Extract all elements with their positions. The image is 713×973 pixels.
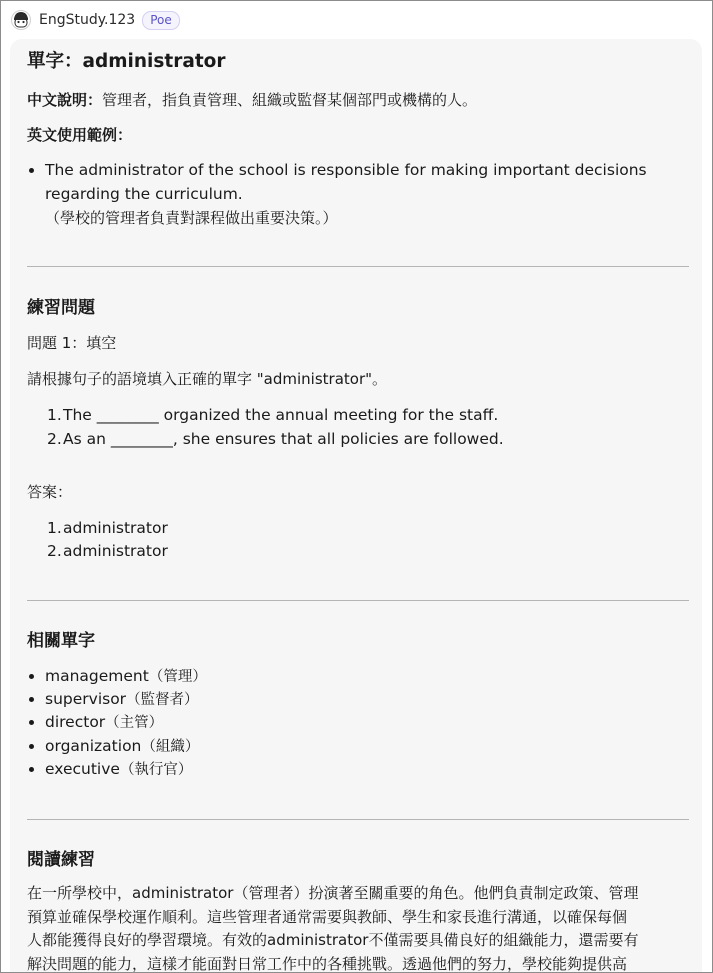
related-item bbox=[45, 757, 192, 782]
answer-text: administrator bbox=[63, 519, 168, 537]
list-number: 1. bbox=[47, 406, 62, 424]
related-item bbox=[45, 710, 163, 735]
question-item bbox=[47, 403, 499, 427]
reading-paragraph bbox=[27, 882, 687, 973]
bot-avatar[interactable] bbox=[11, 10, 31, 30]
example-translation: （學校的管理者負責對課程做出重要決策。） bbox=[45, 209, 338, 227]
reading-line: 解決問題的能力，這樣才能面對日常工作中的各種挑戰。透過他們的努力，學校能夠提供高 bbox=[27, 954, 628, 973]
answer-item bbox=[47, 539, 168, 563]
list-number: 2. bbox=[47, 542, 62, 560]
related-word: executive bbox=[45, 760, 120, 778]
definition-label: 中文說明： bbox=[27, 91, 103, 109]
bullet-dot bbox=[29, 744, 34, 749]
related-meaning: （管理） bbox=[148, 669, 207, 685]
reading-line: 在一所學校中，administrator（管理者）扮演著至關重要的角色。他們負責制定政策、管理 bbox=[27, 884, 639, 902]
reading-heading: 閱讀練習 bbox=[27, 850, 95, 870]
related-word: director bbox=[45, 713, 106, 731]
bot-name[interactable]: EngStudy.123 bbox=[39, 12, 136, 28]
definition-text: 管理者，指負責管理、組織或監督某個部門或機構的人。 bbox=[102, 91, 478, 109]
answer-label: 答案： bbox=[27, 483, 73, 501]
example-line-2: regarding the curriculum. bbox=[45, 185, 243, 203]
list-number: 1. bbox=[47, 519, 62, 537]
question-text: The ________ organized the annual meeting for the staff. bbox=[63, 406, 499, 424]
bullet-dot bbox=[29, 720, 34, 725]
related-meaning: （執行官） bbox=[119, 762, 193, 778]
answer-item bbox=[47, 516, 168, 540]
related-meaning: （主管） bbox=[105, 715, 164, 731]
message-header bbox=[11, 8, 180, 32]
divider bbox=[27, 819, 689, 820]
related-item bbox=[45, 734, 199, 759]
question-title: 問題 1：填空 bbox=[27, 334, 117, 352]
related-word: organization bbox=[45, 737, 142, 755]
related-item bbox=[45, 687, 199, 712]
example-line-1: The administrator of the school is responsible for making important decisions bbox=[45, 161, 647, 179]
bullet-dot bbox=[29, 674, 34, 679]
related-word: management bbox=[45, 667, 149, 685]
bot-avatar-icon bbox=[12, 11, 30, 29]
related-heading: 相關單字 bbox=[27, 631, 95, 651]
reading-line: 人都能獲得良好的學習環境。有效的administrator不僅需要具備良好的組織能力，還需要有 bbox=[27, 931, 639, 949]
list-number: 2. bbox=[47, 430, 62, 448]
bullet-dot bbox=[29, 697, 34, 702]
example-label: 英文使用範例： bbox=[27, 126, 133, 144]
related-item bbox=[45, 664, 207, 689]
practice-heading: 練習問題 bbox=[27, 298, 95, 318]
reading-line: 預算並確保學校運作順利。這些管理者通常需要與教師、學生和家長進行溝通，以確保每個 bbox=[27, 907, 628, 926]
bullet-dot bbox=[29, 168, 34, 173]
bullet-dot bbox=[29, 767, 34, 772]
question-text: As an ________, she ensures that all policies are followed. bbox=[63, 430, 504, 448]
message-bubble bbox=[10, 39, 702, 973]
example-item bbox=[45, 158, 647, 230]
divider bbox=[27, 600, 689, 601]
related-meaning: （組織） bbox=[141, 739, 200, 755]
divider bbox=[27, 266, 689, 267]
related-word: supervisor bbox=[45, 690, 127, 708]
answer-text: administrator bbox=[63, 542, 168, 560]
platform-badge: Poe bbox=[142, 11, 180, 30]
practice-instruction: 請根據句子的語境填入正確的單字 "administrator"。 bbox=[27, 370, 388, 388]
word-heading: 單字：administrator bbox=[27, 51, 226, 72]
definition bbox=[27, 89, 477, 110]
question-item bbox=[47, 427, 504, 451]
related-meaning: （監督者） bbox=[126, 692, 199, 708]
